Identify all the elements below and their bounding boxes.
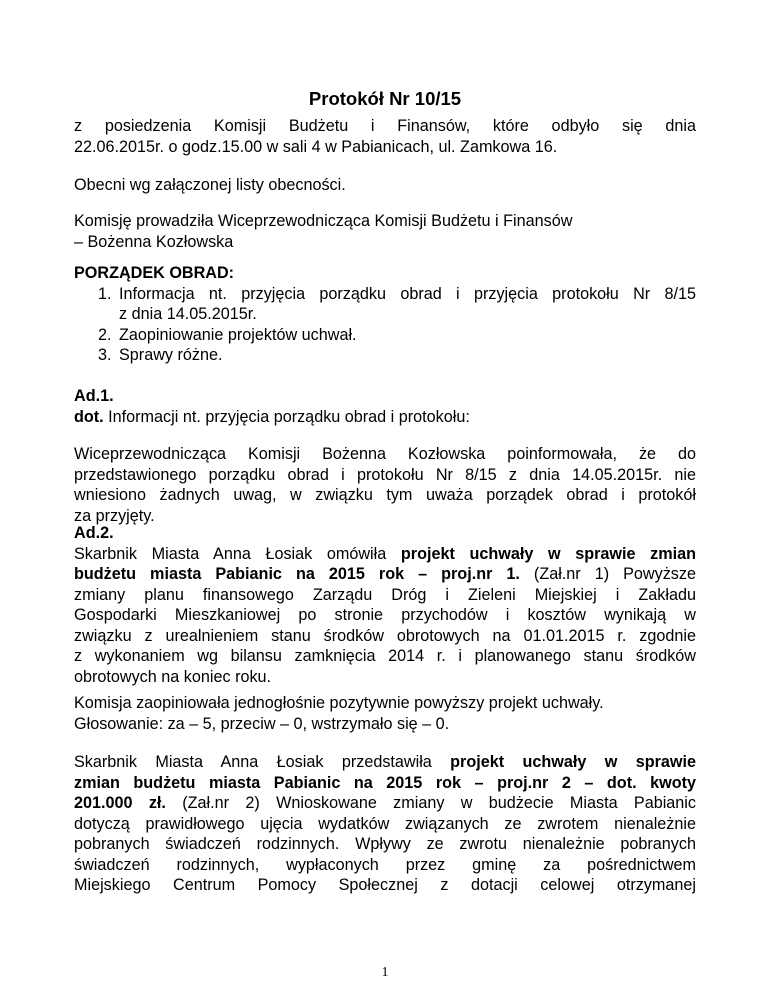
intro-line-2: 22.06.2015r. o godz.15.00 w sali 4 w Pabianicach, ul. Zamkowa 16.	[74, 137, 558, 156]
ad2-p1-line	[74, 564, 696, 585]
ad1-line: wniesiono żadnych uwag, w związku tym uważa porządek obrad i protokół	[74, 486, 696, 504]
opinion-text: Komisja zaopiniowała jednogłośnie pozytywnie powyższy projekt uchwały.	[74, 694, 604, 712]
ad2-p1-line: związku z urealnieniem stanu środków obrotowych na 01.01.2015 r. zgodnie	[74, 626, 696, 645]
ad1-dot-label: dot.	[74, 407, 104, 426]
ad2-p2-text: Skarbnik Miasta Anna Łosiak przedstawiła	[74, 753, 451, 771]
ad2-p2-line: świadczeń rodzinnych, wypłaconych przez gminę za pośrednictwem	[74, 855, 696, 874]
ad2-section	[74, 523, 696, 687]
ad2-p1-line: obrotowych na koniec roku.	[74, 667, 272, 686]
ad2-p2-line	[74, 752, 696, 773]
intro-line-1: z posiedzenia Komisji Budżetu i Finansów, które odbyło się dnia	[74, 117, 696, 135]
page-number: 1	[381, 965, 389, 980]
ad1-line: przedstawionego porządku obrad i protokołu Nr 8/15 z dnia 14.05.2015r. nie	[74, 465, 696, 484]
ad2-p2-text: (Zał.nr 2) Wnioskowane zmiany w budżecie Miasta Pabianic	[165, 794, 696, 812]
ad2-p1-line: Gospodarki Mieszkaniowej po stronie przychodów i kosztów wynikają w	[74, 606, 696, 624]
agenda-item-number: 2.	[98, 325, 112, 344]
ad2-p1-line: z wykonaniem wg bilansu zamknięcia 2014 r. i planowanego stanu środków	[74, 647, 696, 665]
ad2-p1-text: Skarbnik Miasta Anna Łosiak omówiła	[74, 544, 401, 563]
ad1-heading: Ad.1.	[74, 387, 114, 405]
ad1-header	[74, 386, 696, 427]
agenda-item-number: 1.	[98, 284, 112, 303]
ad2-p1-text: (Zał.nr 1) Powyższe	[519, 565, 696, 583]
agenda-item-text: Zaopiniowanie projektów uchwał.	[119, 325, 357, 344]
agenda-item-text-cont: z dnia 14.05.2015r.	[119, 305, 257, 323]
document-title: Protokół Nr 10/15	[308, 88, 462, 109]
agenda-heading: PORZĄDEK OBRAD:	[74, 264, 235, 282]
document-page	[74, 0, 696, 994]
ad2-p2-line: Miejskiego Centrum Pomocy Społecznej z dotacji celowej otrzymanej	[74, 876, 696, 894]
ad2-p2-line	[74, 793, 696, 814]
ad2-p2-bold: projekt uchwały w sprawie	[450, 753, 696, 771]
ad1-line: za przyjęty.	[74, 506, 155, 525]
agenda-item	[74, 284, 696, 325]
ad2-p1-line: zmiany planu finansowego Zarządu Dróg i Zieleni Miejskiej i Zakładu	[74, 585, 696, 604]
ad2-p1-line	[74, 544, 696, 565]
ad1-line: Wiceprzewodnicząca Komisji Bożenna Kozłowska poinformowała, że do	[74, 445, 696, 463]
ad2-p1-bold: budżetu miasta Pabianic na 2015 rok – proj.nr 1.	[74, 565, 520, 583]
ad2-p2-line: dotyczą prawidłowego ujęcia wydatków związanych ze zwrotem nienależnie	[74, 814, 696, 833]
ad2-p1-bold: projekt uchwały w sprawie zmian	[400, 544, 696, 563]
ad2-paragraph-2	[74, 752, 696, 896]
ad2-p2-line: pobranych świadczeń rodzinnych. Wpływy ze zwrotu nienależnie pobranych	[74, 835, 696, 853]
chair-paragraph	[74, 211, 696, 252]
intro-paragraph	[74, 116, 696, 157]
agenda-item-number: 3.	[98, 346, 112, 364]
vote-text: Głosowanie: za – 5, przeciw – 0, wstrzymało się – 0.	[74, 714, 450, 733]
chair-line-2: – Bożenna Kozłowska	[74, 232, 234, 251]
ad2-p2-line: zmian budżetu miasta Pabianic na 2015 rok – proj.nr 2 – dot. kwoty	[74, 773, 696, 792]
agenda-section	[74, 263, 696, 366]
ad2-opinion	[74, 693, 696, 734]
agenda-item-text: Sprawy różne.	[119, 346, 223, 364]
agenda-item	[74, 325, 696, 346]
chair-line-1: Komisję prowadziła Wiceprzewodnicząca Komisji Budżetu i Finansów	[74, 212, 573, 230]
ad1-dot-text: Informacji nt. przyjęcia porządku obrad i protokołu:	[103, 407, 470, 426]
agenda-item	[74, 345, 696, 366]
agenda-item-text: Informacja nt. przyjęcia porządku obrad i przyjęcia protokołu Nr 8/15	[119, 284, 696, 303]
ad1-subject	[74, 407, 696, 428]
agenda-list	[74, 284, 696, 366]
ad2-p2-bold: 201.000 zł.	[74, 794, 166, 812]
attendance-text: Obecni wg załączonej listy obecności.	[74, 176, 346, 194]
ad2-heading: Ad.2.	[74, 524, 114, 542]
attendance-paragraph	[74, 175, 696, 196]
ad1-paragraph	[74, 444, 696, 526]
